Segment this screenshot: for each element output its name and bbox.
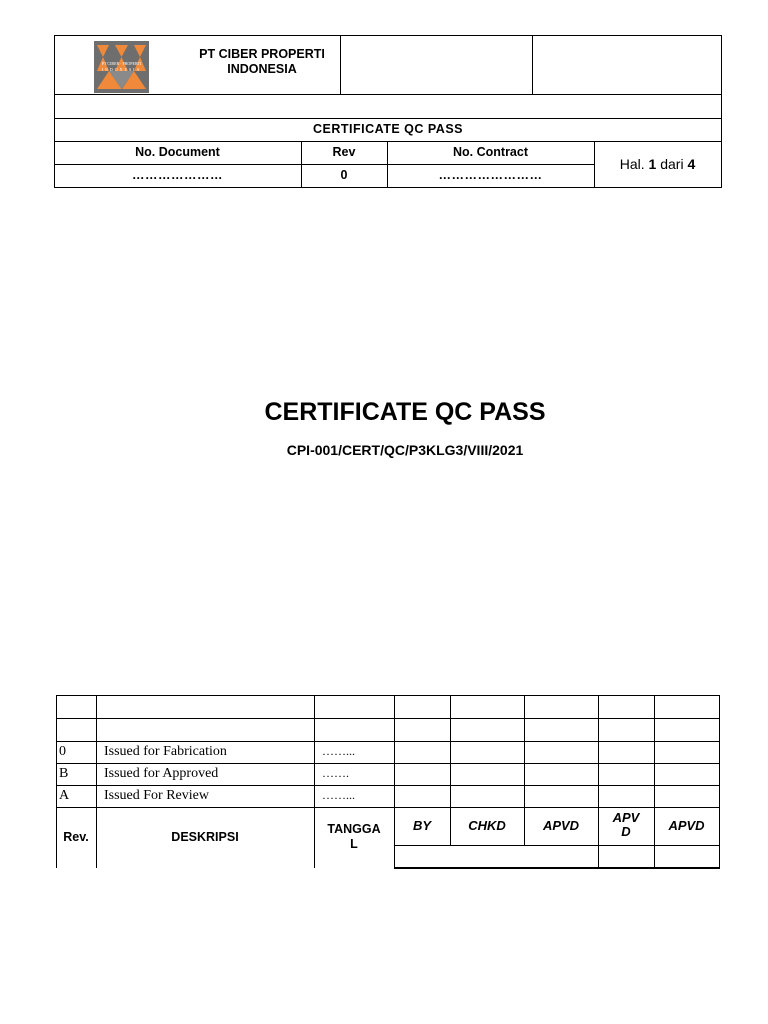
contract-number-value: …………………… [438, 168, 543, 182]
rev-row-2-rev: B [59, 766, 69, 781]
company-name-line2: INDONESIA [227, 62, 297, 76]
rev-col-header-apvd-2-line2: D [621, 824, 631, 839]
rev-row-1-desc: Issued for Fabrication [104, 744, 227, 759]
main-title: CERTIFICATE QC PASS [264, 398, 546, 426]
rev-row-2-date: ……. [322, 766, 349, 780]
company-name [180, 47, 344, 77]
rev-col-header-by: BY [412, 818, 432, 833]
logo-text-top: PT CIBER · PROPERTI [101, 61, 142, 66]
rev-col-header-apvd-1: APVD [542, 818, 580, 833]
document-number-value: ………………… [132, 168, 223, 182]
rev-col-header-date [314, 822, 394, 852]
rev-col-header-chkd: CHKD [468, 818, 506, 833]
rev-col-header-date-line2: L [350, 837, 358, 851]
company-logo [94, 41, 149, 93]
page-prefix: Hal. [619, 156, 645, 172]
rev-col-header-date-line1: TANGGA [327, 822, 381, 836]
rev-row-1-date: ……... [322, 744, 355, 758]
logo-text-bottom: INDONESIA [101, 67, 142, 72]
page-current: 1 [648, 156, 657, 172]
col-header-rev: Rev [332, 145, 356, 159]
rev-row-1-rev: 0 [59, 744, 66, 759]
rev-row-3-rev: A [59, 788, 70, 803]
company-name-line1: PT CIBER PROPERTI [199, 47, 325, 61]
rev-col-header-apvd-2 [598, 811, 654, 839]
page-total: 4 [687, 156, 696, 172]
certificate-number: CPI-001/CERT/QC/P3KLG3/VIII/2021 [286, 442, 524, 458]
rev-row-2-desc: Issued for Approved [104, 766, 219, 781]
rev-value: 0 [340, 168, 348, 182]
page-mid: dari [660, 156, 684, 172]
rev-col-header-apvd-3: APVD [668, 818, 705, 833]
rev-col-header-desc: DESKRIPSI [171, 830, 239, 844]
col-header-contract: No. Contract [453, 145, 528, 159]
rev-col-header-apvd-2-line1: APV [612, 810, 640, 825]
rev-row-3-desc: Issued For Review [104, 788, 209, 803]
rev-row-3-date: ……... [322, 788, 355, 802]
col-header-document: No. Document [135, 145, 220, 159]
rev-col-header-rev: Rev. [63, 830, 89, 844]
page-indicator [594, 156, 721, 172]
header-doc-title: CERTIFICATE QC PASS [312, 122, 463, 136]
